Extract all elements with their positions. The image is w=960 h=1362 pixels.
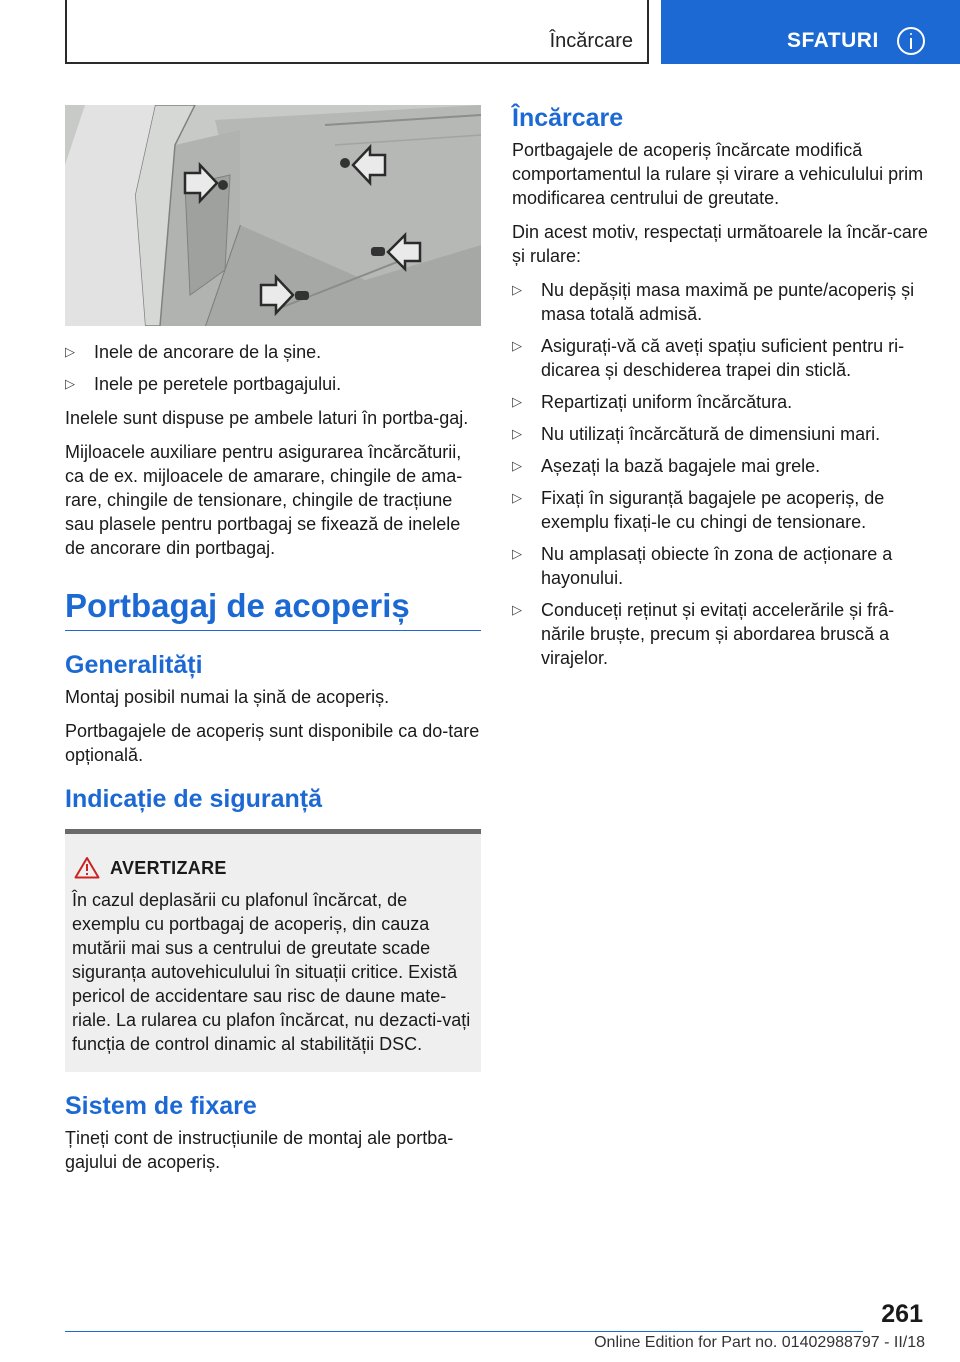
triangle-bullet-icon: ▷ [512, 394, 522, 409]
trunk-anchor-rings-illustration [65, 105, 481, 326]
subsection-heading: Sistem de fixare [65, 1092, 257, 1120]
paragraph: Montaj posibil numai la șină de acoperiș. [65, 687, 390, 707]
warning-box [65, 829, 481, 1072]
edition-footer: Online Edition for Part no. 01402988797 - II/18 [594, 1334, 925, 1351]
header-section-title: Încărcare [549, 30, 633, 52]
footer-divider [65, 1331, 863, 1332]
triangle-bullet-icon: ▷ [512, 546, 522, 561]
header-chapter-label: SFATURI [787, 29, 879, 52]
triangle-bullet-icon: ▷ [512, 426, 522, 441]
right-column [512, 102, 928, 680]
paragraph: Inelele sunt dispuse pe ambele laturi în portba-gaj. [65, 408, 469, 428]
figure-legend-list [65, 340, 481, 396]
list-item: ▷ Așezați la bază bagajele mai grele. [512, 456, 821, 476]
triangle-bullet-icon: ▷ [512, 282, 522, 297]
header-chapter-tab[interactable] [661, 0, 960, 64]
subsection-heading: Generalități [65, 651, 203, 679]
subsection-heading: Încărcare [512, 104, 624, 132]
subsection-heading: Indicație de siguranță [65, 785, 323, 813]
paragraph: Portbagajele de acoperiș sunt disponibile ca do-tare opțională. [65, 721, 480, 765]
warning-title: AVERTIZARE [110, 858, 227, 878]
triangle-bullet-icon: ▷ [65, 344, 75, 359]
info-icon [897, 27, 925, 55]
left-column [65, 105, 481, 1184]
section-heading: Portbagaj de acoperiș [65, 586, 481, 631]
warning-header [72, 856, 475, 882]
list-item: ▷ Inele de ancorare de la șine. [65, 342, 322, 362]
triangle-bullet-icon: ▷ [512, 338, 522, 353]
triangle-bullet-icon: ▷ [512, 458, 522, 473]
loading-tips-list [512, 278, 928, 670]
triangle-bullet-icon: ▷ [65, 376, 75, 391]
list-item: ▷ Fixați în siguranță bagajele pe acoperiș, de exemplu fixați-le cu chingi de tensionare. [512, 488, 885, 532]
list-item: ▷ Repartizați uniform încărcătura. [512, 392, 793, 412]
warning-triangle-icon [74, 856, 100, 879]
paragraph: Portbagajele de acoperiș încărcate modifică comportamentul la rulare și virare a vehiculului prim modificarea centrului de greutate. [512, 140, 924, 208]
page-number: 261 [881, 1300, 923, 1328]
warning-text: În cazul deplasării cu plafonul încărcat, de exemplu cu portbagaj de acoperiș, din cauza mutării mai sus a centrului de greutate scade siguranța autovehiculului în situații critice. Există pericol de accidentare sau risc de daune mate-riale. La rularea cu plafon încărcat, nu dezacti-vați funcția de control dinamic al stabilității DSC. [72, 890, 471, 1054]
list-item: ▷ Asigurați-vă că aveți spațiu suficient pentru ri-dicarea și deschiderea trapei din sticlă. [512, 336, 905, 380]
header-section-box [65, 0, 649, 64]
triangle-bullet-icon: ▷ [512, 602, 522, 617]
list-item: ▷ Inele pe peretele portbagajului. [65, 374, 342, 394]
paragraph: Mijloacele auxiliare pentru asigurarea încărcăturii, ca de ex. mijloacele de amarare, chingile de ama-rare, chingile de tensionare, chingile de tracțiune sau plasele pentru portbagaj se fixează de inelele de ancorare din portbagaj. [65, 442, 463, 558]
triangle-bullet-icon: ▷ [512, 490, 522, 505]
paragraph: Din acest motiv, respectați următoarele la încăr-care și rulare: [512, 222, 928, 266]
paragraph: Țineți cont de instrucțiunile de montaj ale portba-gajului de acoperiș. [65, 1128, 454, 1172]
list-item: ▷ Nu depășiți masa maximă pe punte/acoperiș și masa totală admisă. [512, 280, 915, 324]
list-item: ▷ Conduceți reținut și evitați accelerările și frâ-nările bruște, precum și abordarea bruscă a virajelor. [512, 600, 895, 668]
list-item: ▷ Nu utilizați încărcătură de dimensiuni mari. [512, 424, 881, 444]
list-item: ▷ Nu amplasați obiecte în zona de acționare a hayonului. [512, 544, 893, 588]
